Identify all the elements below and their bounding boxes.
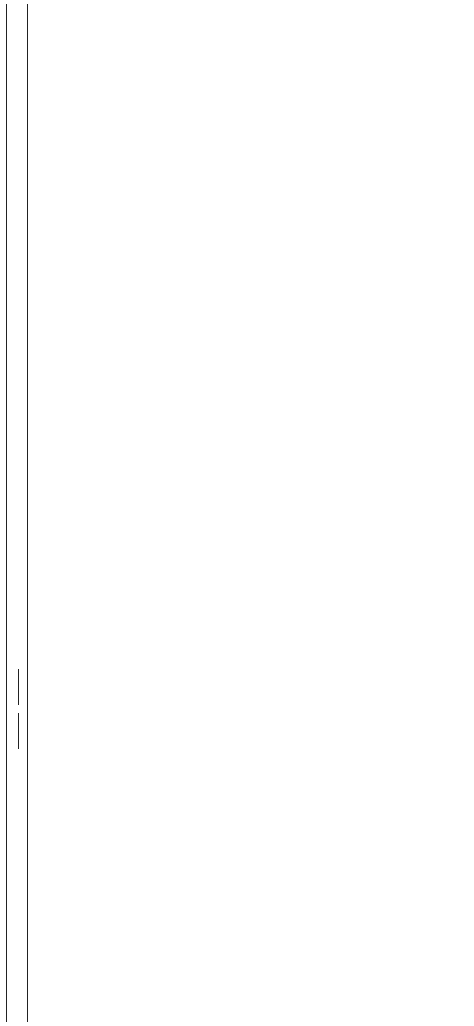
qtl-table [6, 4, 28, 1022]
units-row [13, 4, 28, 1022]
unit-cm [13, 665, 25, 753]
unit-percent [13, 68, 28, 126]
